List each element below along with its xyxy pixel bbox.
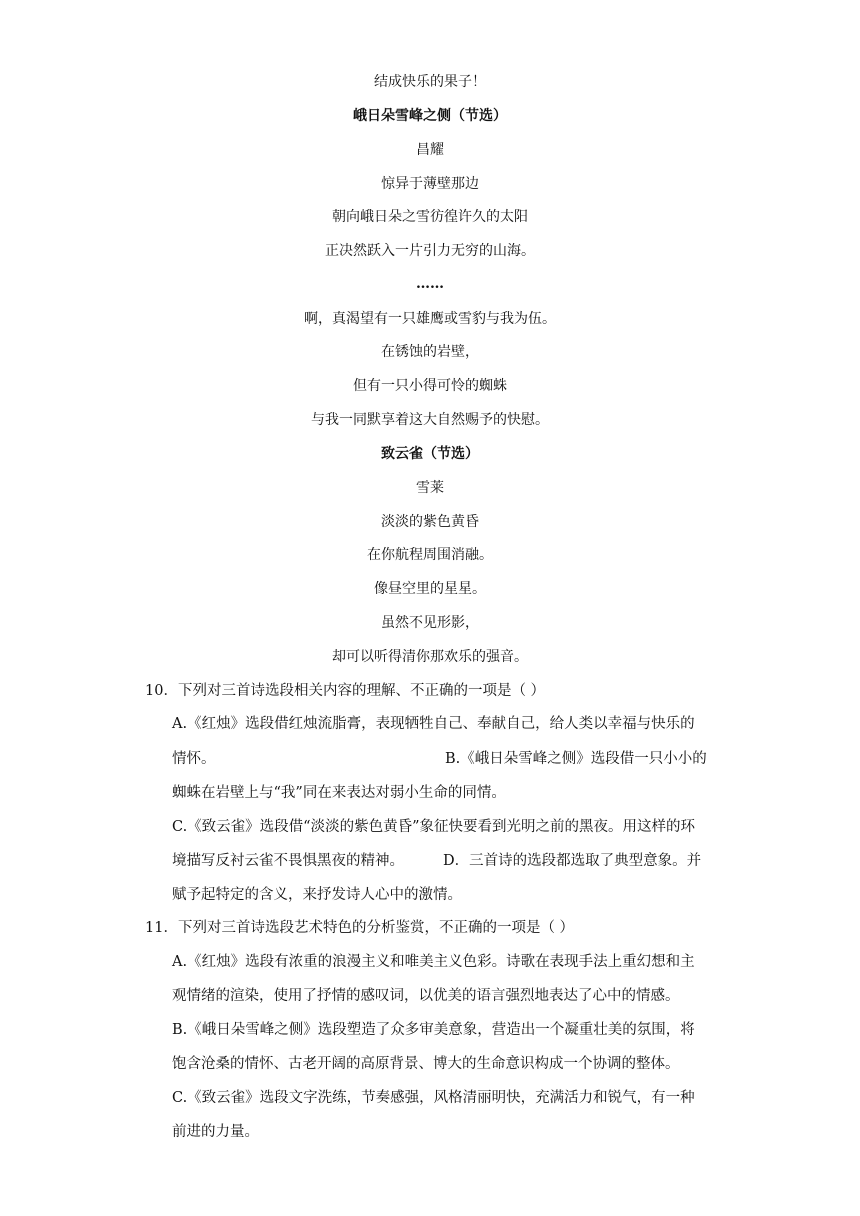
q10-option-d[interactable]: D．三首诗的选段都选取了典型意象。并 — [443, 853, 702, 869]
poem-line: 啊，真渴望有一只雄鹰或雪豹与我为伍。 — [304, 311, 556, 327]
poem-line: 正决然跃入一片引力无穷的山海。 — [325, 243, 535, 259]
poem-line: 与我一同默享着这大自然赐予的快慰。 — [311, 412, 549, 428]
q10-option-a-cont: 情怀。 — [172, 751, 216, 767]
q11-option-b-cont: 饱含沧桑的情怀、古老开阔的高原背景、博大的生命意识构成一个协调的整体。 — [172, 1056, 680, 1072]
poem-line: 在锈蚀的岩壁， — [381, 344, 479, 360]
poem-line: 结成快乐的果子！ — [374, 74, 486, 90]
question-11-stem: 11．下列对三首诗选段艺术特色的分析鉴赏，不正确的一项是（ ） — [145, 920, 575, 936]
q10-option-b[interactable]: B.《峨日朵雪峰之侧》选段借一只小小的 — [445, 751, 707, 767]
q11-option-b[interactable]: B.《峨日朵雪峰之侧》选段塑造了众多审美意象，营造出一个凝重壮美的氛围，将 — [172, 1022, 695, 1038]
q11-option-a[interactable]: A.《红烛》选段有浓重的浪漫主义和唯美主义色彩。诗歌在表现手法上重幻想和主 — [172, 954, 695, 970]
q11-option-c[interactable]: C.《致云雀》选段文字洗练，节奏感强，风格清丽明快，充满活力和锐气，有一种 — [172, 1090, 695, 1106]
q11-option-c-cont: 前进的力量。 — [172, 1124, 259, 1140]
q10-option-c[interactable]: C.《致云雀》选段借“淡淡的紫色黄昏”象征快要看到光明之前的黑夜。用这样的环 — [172, 819, 696, 835]
poem-author: 昌耀 — [416, 142, 444, 158]
question-10-stem: 10．下列对三首诗选段相关内容的理解、不正确的一项是（ ） — [145, 683, 546, 699]
poem-line: 虽然不见形影， — [381, 615, 479, 631]
poem-line: 但有一只小得可怜的蜘蛛 — [353, 378, 507, 394]
q11-option-a-cont: 观情绪的渲染，使用了抒情的感叹词，以优美的语言强烈地表达了心中的情感。 — [172, 988, 680, 1004]
poem-author: 雪莱 — [416, 480, 444, 496]
poem-line: 像昼空里的星星。 — [374, 581, 486, 597]
q10-option-c-cont: 境描写反衬云雀不畏惧黑夜的精神。 — [172, 853, 404, 869]
poem-line: 淡淡的紫色黄昏 — [381, 514, 479, 530]
q10-option-a[interactable]: A.《红烛》选段借红烛流脂膏，表现牺牲自己、奉献自己，给人类以幸福与快乐的 — [172, 716, 695, 732]
poem-title: 峨日朵雪峰之侧（节选） — [353, 108, 507, 124]
q10-option-d-cont: 赋予起特定的含义，来抒发诗人心中的激情。 — [172, 887, 462, 903]
poem-line: 朝向峨日朵之雪彷徨许久的太阳 — [332, 209, 528, 225]
q10-option-b-cont: 蜘蛛在岩壁上与“我”同在来表达对弱小生命的同情。 — [172, 785, 506, 801]
poem-ellipsis: …… — [416, 276, 444, 292]
poem-title: 致云雀（节选） — [381, 446, 479, 462]
poem-line: 却可以听得清你那欢乐的强音。 — [332, 649, 528, 665]
poem-line: 惊异于薄壁那边 — [381, 176, 479, 192]
poem-line: 在你航程周围消融。 — [367, 547, 493, 563]
